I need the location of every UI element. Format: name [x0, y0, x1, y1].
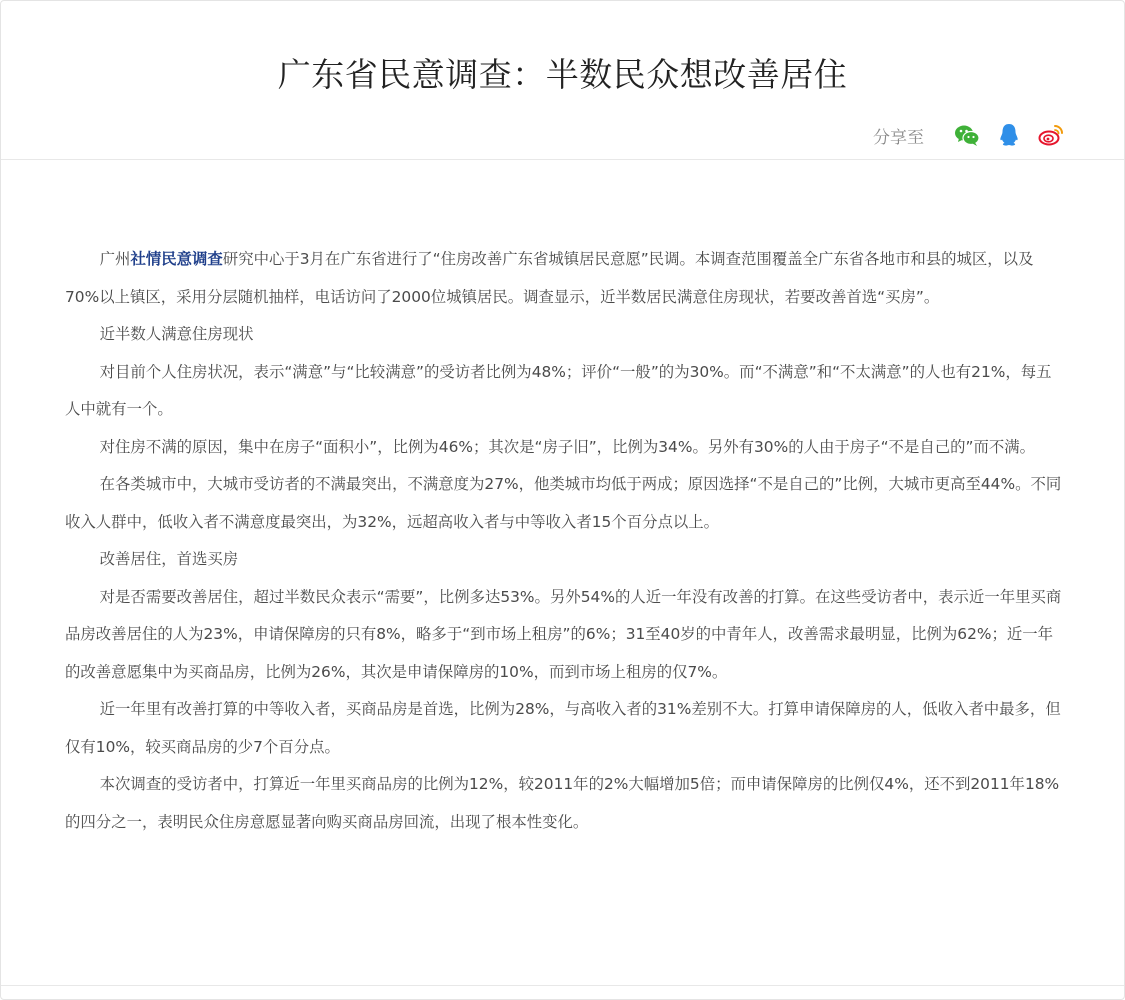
article-title: 广东省民意调查：半数民众想改善居住: [277, 55, 848, 94]
paragraph-text: 研究中心于3月在广东省进行了“住房改善广东省城镇居民意愿”民调。本调查范围覆盖全广东省各地市和县的城区，以及70%以上镇区，采用分层随机抽样，电话访问了2000位城镇居民。调查显示，近半数居民满意住房现状，若要改善首选“买房”。: [65, 250, 1034, 306]
paragraph: 本次调查的受访者中，打算近一年里买商品房的比例为12%，较2011年的2%大幅增加5倍；而申请保障房的比例仅4%，还不到2011年18%的四分之一，表明民众住房意愿显著向购买商品房回流，出现了根本性变化。: [65, 775, 1060, 831]
paragraph: 对是否需要改善居住，超过半数民众表示“需要”，比例多达53%。另外54%的人近一年没有改善的打算。在这些受访者中，表示近一年里买商品房改善居住的人为23%，申请保障房的只有8%，略多于“到市场上租房”的6%；31至40岁的中青年人，改善需求最明显，比例为62%；近一年的改善意愿集中为买商品房，比例为26%，其次是申请保障房的10%，而到市场上租房的仅7%。: [65, 587, 1062, 681]
article-body: [65, 241, 1065, 841]
section-heading: 近半数人满意住房现状: [99, 325, 254, 343]
paragraph: 在各类城市中，大城市受访者的不满最突出，不满意度为27%，他类城市均低于两成；原因选择“不是自己的”比例，大城市更高至44%。不同收入人群中，低收入者不满意度最突出，为32%，远超高收入者与中等收入者15个百分点以上。: [65, 475, 1062, 531]
section-heading: 改善居住，首选买房: [99, 550, 239, 568]
paragraph: 对目前个人住房状况，表示“满意”与“比较满意”的受访者比例为48%；评价“一般”的为30%。而“不满意”和“不太满意”的人也有21%，每五人中就有一个。: [65, 362, 1052, 418]
paragraph: 对住房不满的原因，集中在房子“面积小”，比例为46%；其次是“房子旧”，比例为34%。另外有30%的人由于房子“不是自己的”而不满。: [99, 437, 1036, 456]
paragraph-text: 广州: [99, 250, 131, 268]
paragraph: [65, 241, 1065, 316]
wechat-icon[interactable]: [954, 122, 980, 148]
footer-divider: [1, 985, 1124, 986]
weibo-icon[interactable]: [1038, 122, 1064, 148]
article-header: [1, 1, 1124, 160]
keyword-link[interactable]: 社情民意调查: [130, 250, 223, 268]
qq-icon[interactable]: [996, 122, 1022, 148]
paragraph: 近一年里有改善打算的中等收入者，买商品房是首选，比例为28%，与高收入者的31%差别不大。打算申请保障房的人，低收入者中最多，但仅有10%，较买商品房的少7个百分点。: [65, 700, 1061, 756]
share-bar: [873, 121, 1064, 149]
share-label: 分享至: [873, 127, 924, 148]
